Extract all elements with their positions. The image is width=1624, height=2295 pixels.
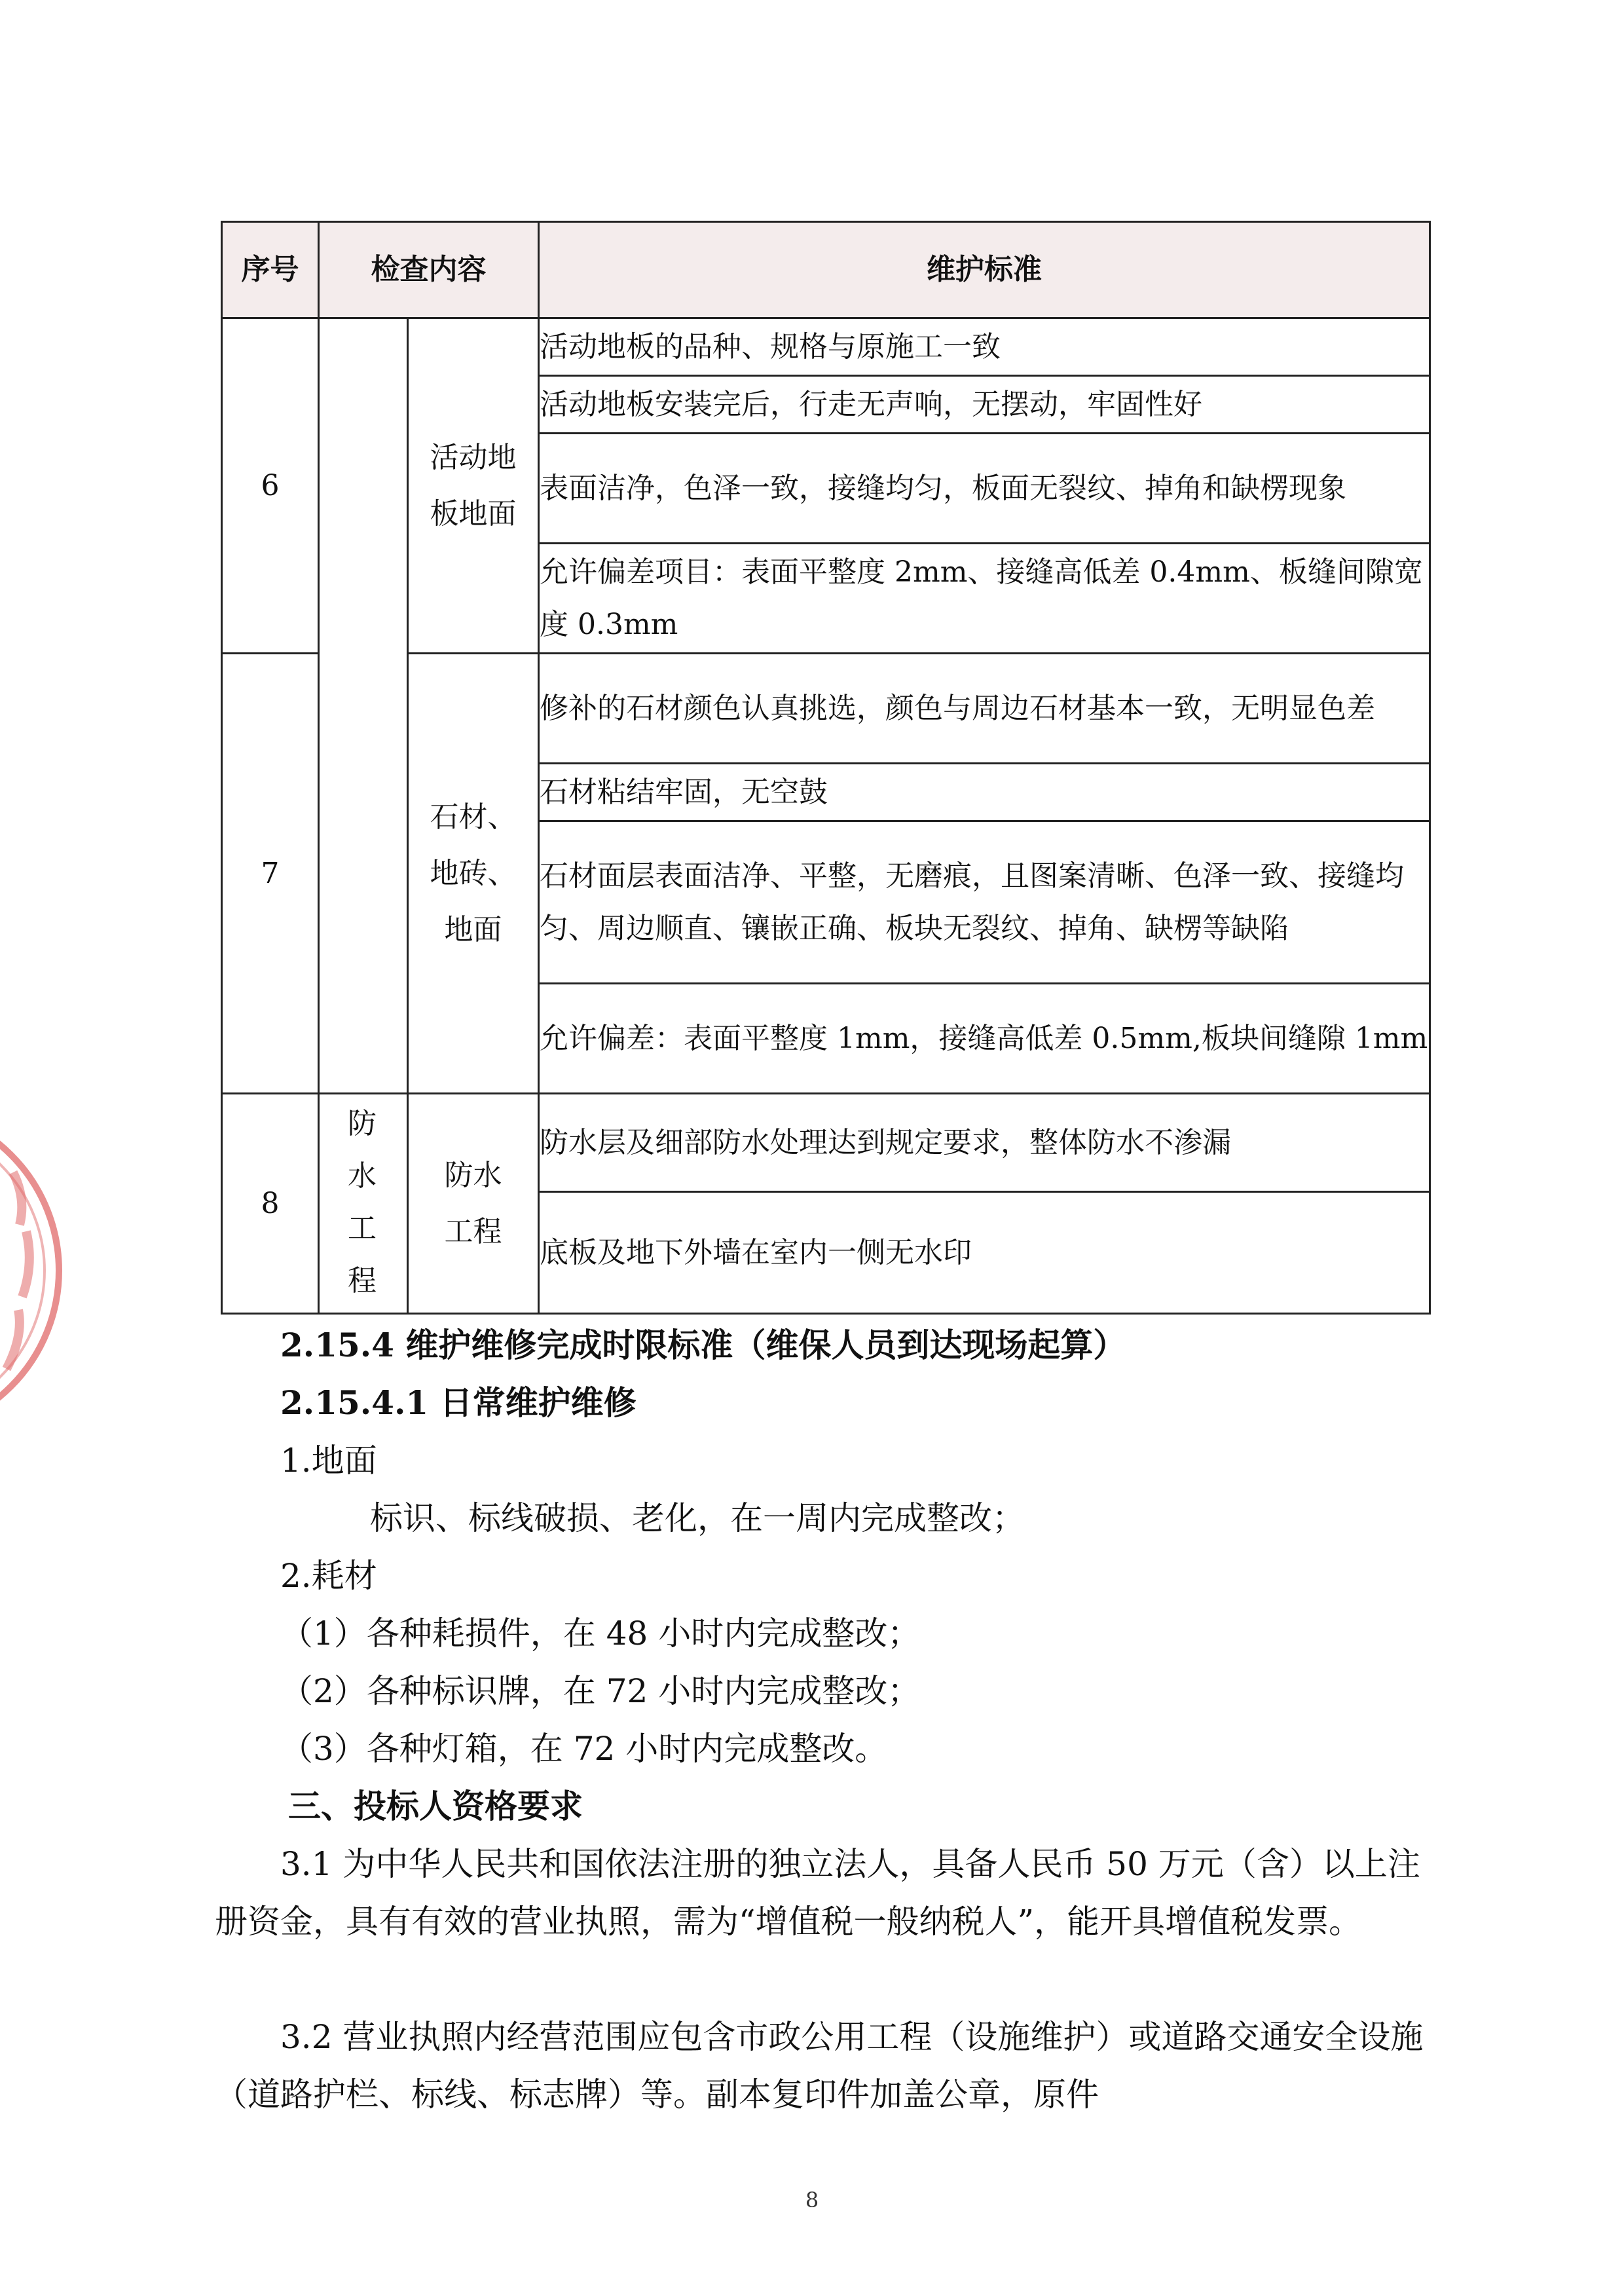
item-2-2: （2）各种标识牌，在 72 小时内完成整改； [280, 1672, 921, 1710]
standard-cell: 允许偏差：表面平整度 1mm，接缝高低差 0.5mm,板块间缝隙 1mm [539, 984, 1430, 1094]
item-1-title: 1.地面 [280, 1442, 377, 1480]
header-no: 序号 [222, 222, 319, 318]
standard-cell: 活动地板安装完后，行走无声响，无摆动，牢固性好 [539, 376, 1430, 434]
item-2-3: （3）各种灯箱，在 72 小时内完成整改。 [280, 1730, 888, 1768]
header-content: 检查内容 [319, 222, 539, 318]
row-number: 6 [222, 318, 319, 654]
table-row [222, 318, 1430, 376]
standard-cell: 允许偏差项目：表面平整度 2mm、接缝高低差 0.4mm、板缝间隙宽度 0.3mm [539, 544, 1430, 654]
header-standard: 维护标准 [539, 222, 1430, 318]
category-vertical-text: 防 水 工 程 [348, 1107, 377, 1297]
standard-cell: 石材面层表面洁净、平整，无磨痕，且图案清晰、色泽一致、接缝均匀、周边顺直、镶嵌正确、板块无裂纹、掉角、缺楞等缺陷 [539, 821, 1430, 984]
heading-section-3: 三、投标人资格要求 [288, 1787, 583, 1825]
item-2-title: 2.耗材 [280, 1557, 377, 1595]
table-header-row [222, 222, 1430, 318]
subcategory-cell: 防水 工程 [408, 1094, 539, 1314]
paragraph-3-1: 3.1 为中华人民共和国依法注册的独立法人，具备人民币 50 万元（含）以上注册资金，具有有效的营业执照，需为“增值税一般纳税人”，能开具增值税发票。 [215, 1845, 1420, 1941]
subcategory-cell: 石材、 地砖、 地面 [408, 654, 539, 1094]
standard-cell: 防水层及细部防水处理达到规定要求，整体防水不渗漏 [539, 1094, 1430, 1192]
standard-cell: 底板及地下外墙在室内一侧无水印 [539, 1192, 1430, 1314]
standard-cell: 石材粘结牢固，无空鼓 [539, 764, 1430, 821]
item-1-text: 标识、标线破损、老化，在一周内完成整改； [370, 1499, 1025, 1537]
category-divider [318, 1092, 407, 1094]
heading-2-15-4: 2.15.4 维护维修完成时限标准（维保人员到达现场起算） [280, 1326, 1126, 1364]
paragraph-3-2: 3.2 营业执照内经营范围应包含市政公用工程（设施维护）或道路交通安全设施（道路护栏、标线、标志牌）等。副本复印件加盖公章，原件 [215, 2018, 1424, 2114]
standard-cell: 表面洁净，色泽一致，接缝均匀，板面无裂纹、掉角和缺楞现象 [539, 434, 1430, 544]
row-number: 8 [222, 1094, 319, 1314]
row-number: 7 [222, 654, 319, 1094]
company-seal [0, 1074, 65, 1467]
standard-cell: 修补的石材颜色认真挑选，颜色与周边石材基本一致，无明显色差 [539, 654, 1430, 764]
subcategory-cell: 活动地 板地面 [408, 318, 539, 654]
item-2-1: （1）各种耗损件，在 48 小时内完成整改； [280, 1614, 921, 1652]
heading-2-15-4-1: 2.15.4.1 日常维护维修 [280, 1383, 637, 1422]
page-number: 8 [805, 2188, 819, 2212]
standard-cell: 活动地板的品种、规格与原施工一致 [539, 318, 1430, 376]
